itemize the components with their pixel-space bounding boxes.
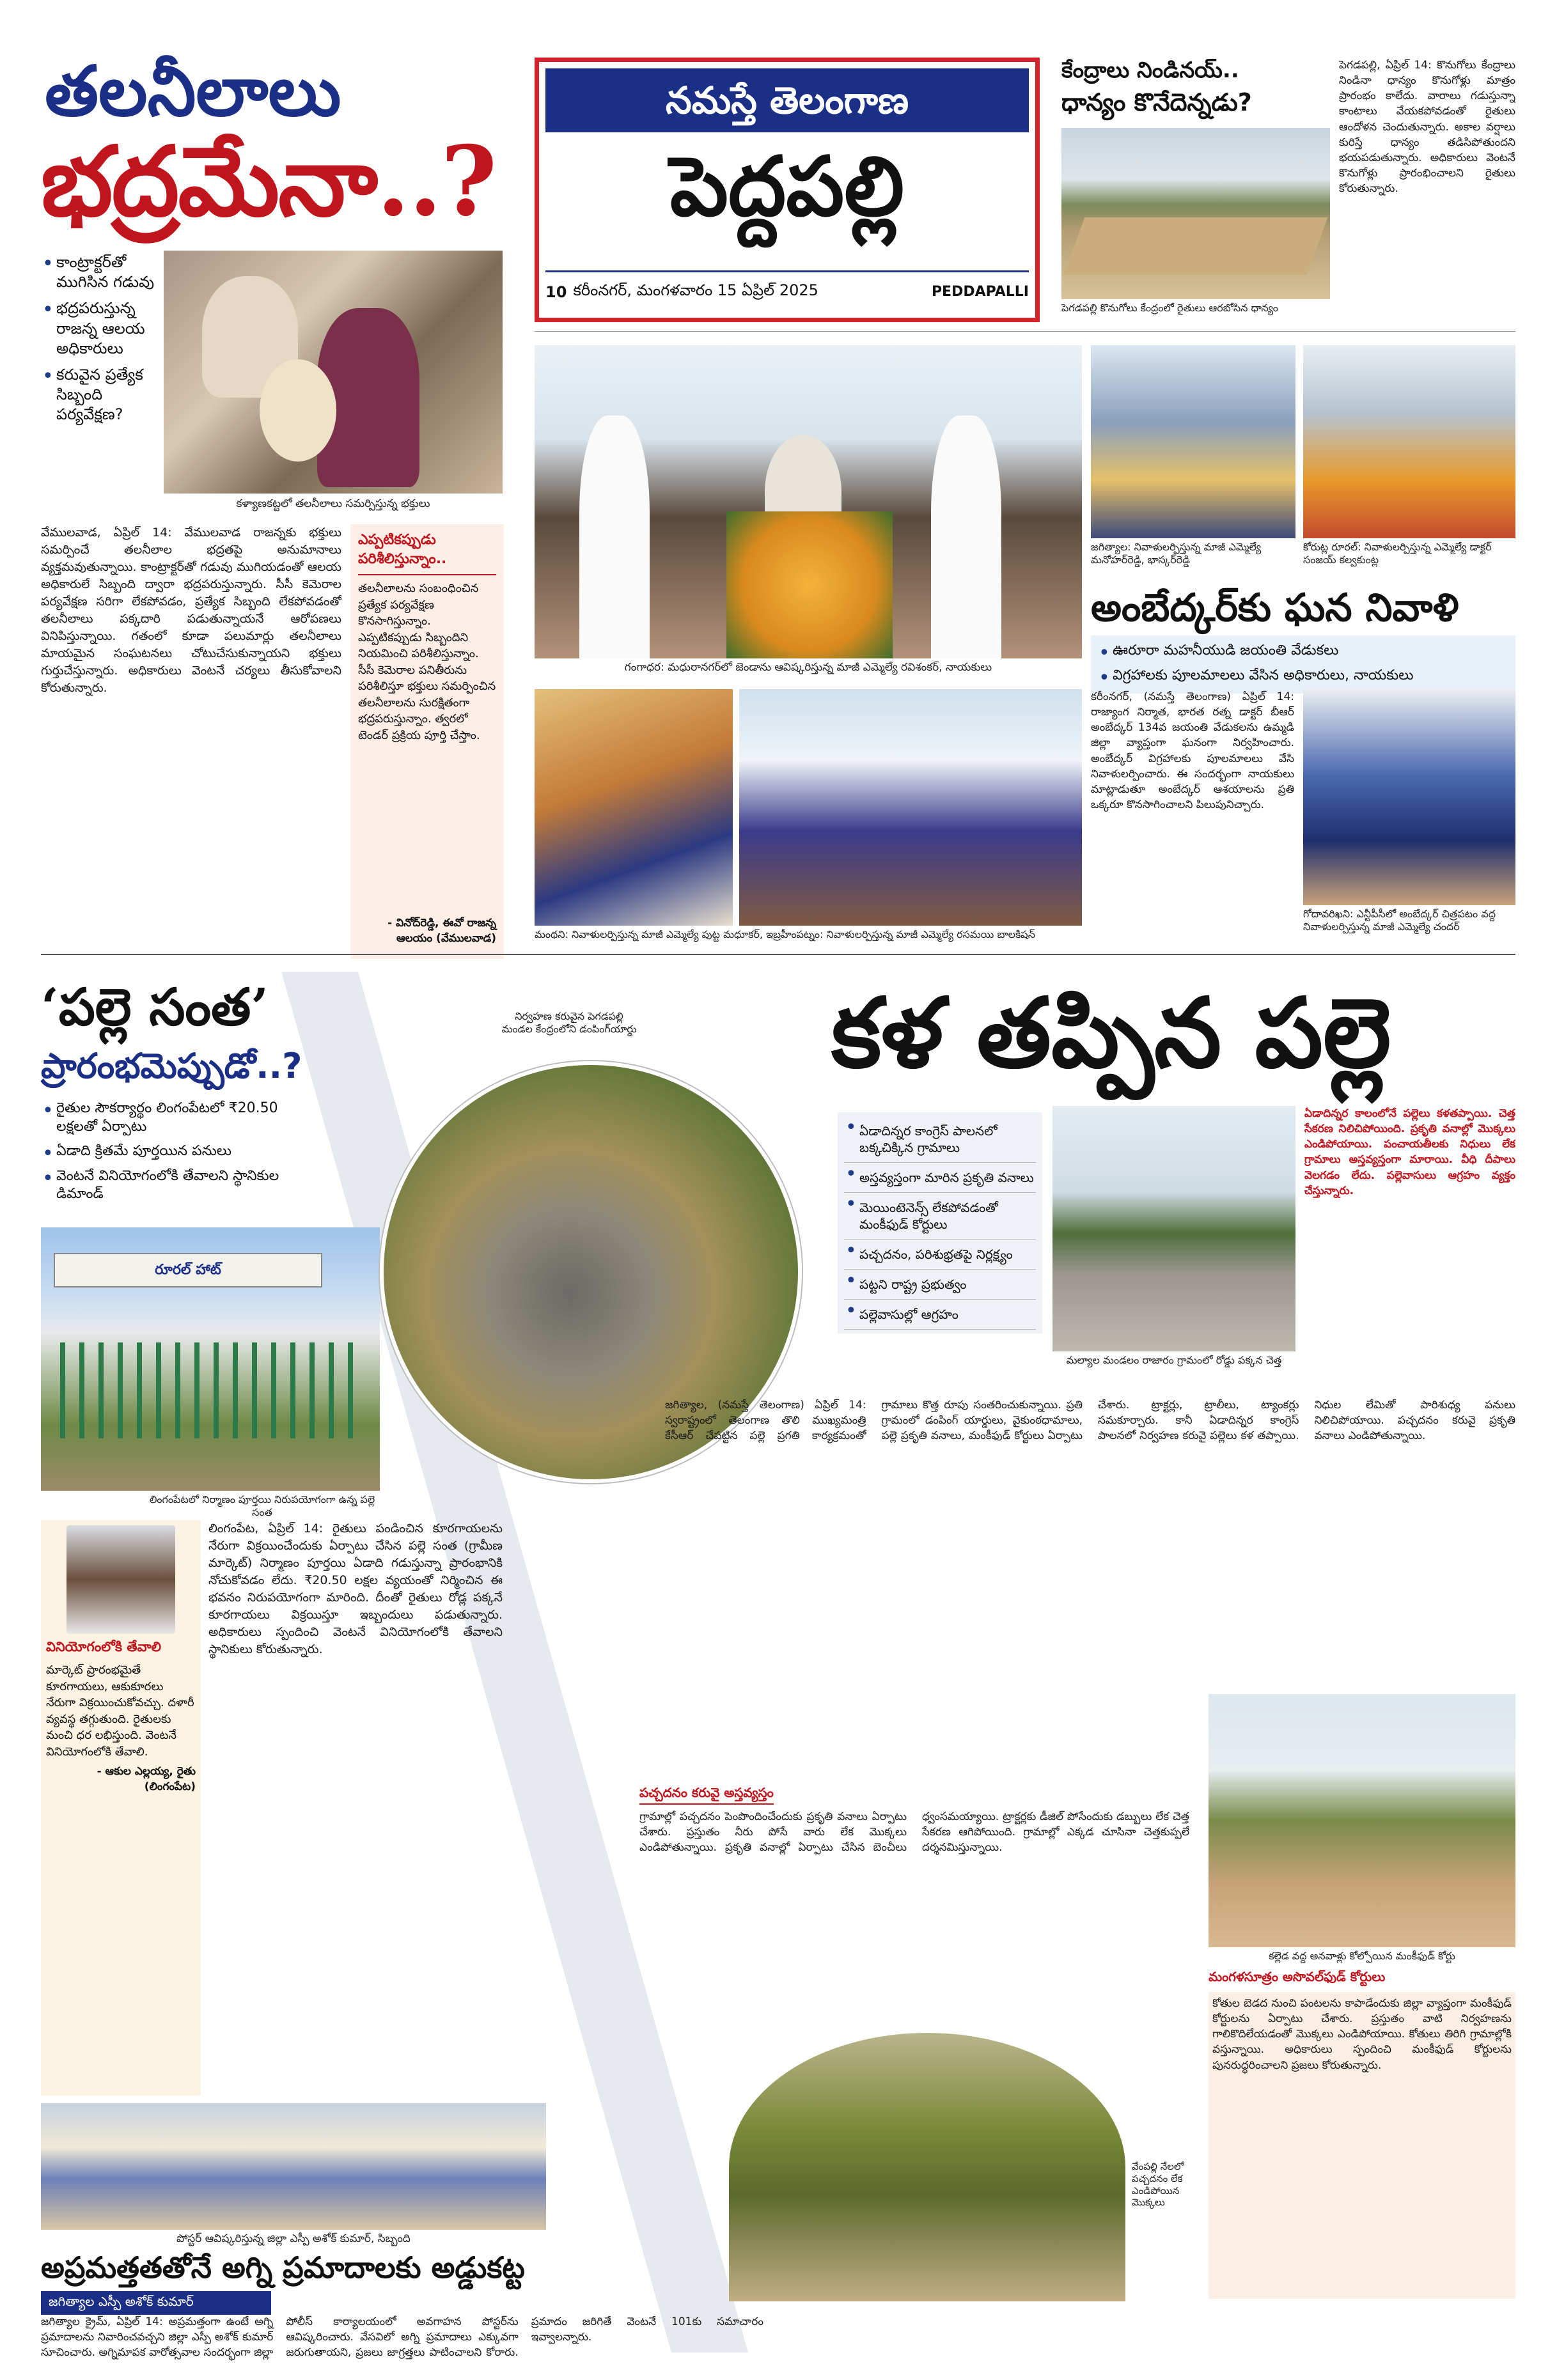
ambedkar-godavarikhani-caption: గోదావరిఖని: ఎన్టీపీసీలో అంబేద్కర్ చిత్రపటం వద్ద నివాళులర్పిస్తున్న మాజీ ఎమ్మెల్యే చందర్ [1303,908,1496,933]
talaneelalu-headline-2: భద్రమేనా..? [41,125,496,238]
sidebar-sign-2: ఆలయం (వేములవాడ) [396,932,496,945]
talaneelalu-sidebar [350,524,504,959]
dry-garden-photo [729,2033,1125,2301]
masthead-box [535,58,1040,322]
subhead-1: పచ్చదనం కరువై అస్తవ్యస్తం [639,1785,774,1805]
ambedkar-godavarikhani-photo [1303,689,1515,905]
kala-tappina-headline: కళ తప్పిన పల్లె [831,977,1391,1089]
ambedkar-main-photo [535,345,1082,658]
page-number: 10 [545,283,567,301]
fire-headline: అప్రమత్తతతోనే అగ్ని ప్రమాదాలకు అడ్డుకట్ట [41,2250,525,2285]
sidebar-heading-2: పరిశీలిస్తున్నాం.. [358,551,496,575]
kendralu-headline-1: కేంద్రాలు నిండినయ్.. [1061,58,1239,83]
masthead-paper-name: నమస్తే తెలంగాణ [545,68,1029,132]
list-item: • ఊరూరా మహనీయుడి జయంతి వేడుకలు [1097,642,1509,660]
ambedkar-korutla-photo [1303,345,1515,538]
ambedkar-main-caption: గంగాధర: మధురానగర్‌లో జెండాను ఆవిష్కరిస్తున్న మాజీ ఎమ్మెల్యే రవిశంకర్, నాయకులు [624,661,992,674]
sidebar-text: తలనీలాలను సంబంధించిన ప్రత్యేక పర్యవేక్షణ కొనసాగిస్తున్నాం. ఎప్పటికప్పుడు సిబ్బందిని నియమించి పరిశీలిస్తున్నాం. సీసీ కెమెరాల పనితీరును పరిశీలిస్తూ భక్తులు సమర్పించిన తలనీలాలను సురక్షితంగా భద్రపరుస్తున్నాం. త్వరలో టెండర్ ప్రక్రియ పూర్తి చేస్తాం. [358,582,496,742]
dry-garden-caption: వేంపల్లి నేలలో పచ్చదనం లేక ఎండిపోయిన మొక్కలు [1132,2161,1184,2209]
ambedkar-korutla-caption: కోరుట్ల రూరల్: నివాళులర్పిస్తున్న ఎమ్మెల్యే డాక్టర్ సంజయ్ కల్వకుంట్ల [1303,541,1492,566]
quote-sign-2: (లింగంపేట) [144,1780,196,1794]
talaneelalu-headline-1: తలనీలాలు [45,51,341,132]
fire-byline: జగిత్యాల ఎస్పీ అశోక్ కుమార్ [41,2291,271,2315]
talaneelalu-caption: కళ్యాణకట్టలో తలనీలాలు సమర్పిస్తున్న భక్తులు [236,497,430,510]
divider [535,331,1515,332]
circle-caption: నిర్వహణ కరువైన పెగడపల్లి మండల కేంద్రంలోని డంపింగ్‌యార్డు [501,1010,637,1035]
list-item: • కరువైన ప్రత్యేక సిబ్బంది పర్యవేక్షణ? [41,365,156,425]
tree-photo [1209,1694,1515,1947]
quote-text: మార్కెట్ ప్రారంభమైతే కూరగాయలు, ఆకుకూరలు నేరుగా విక్రయించుకోవచ్చు. దళారీ వ్యవస్థ తగ్గుతుంది. రైతులకు మంచి ధర లభిస్తుంది. వెంటనే వినియోగంలోకి తేవాలి. [46,1663,194,1759]
palle-santha-caption: లింగంపేటలో నిర్మాణం పూర్తయి నిరుపయోగంగా ఉన్న పల్లె సంత [149,1493,375,1518]
list-item: • కాంట్రాక్టర్‌తో ముగిసిన గడువు [41,253,156,292]
ambedkar-headline: అంబేద్కర్‌కు ఘన నివాళి [1091,586,1459,630]
list-item: • ఏడాదిన్నర కాంగ్రెస్ పాలనలో బక్కచిక్కిన గ్రామాలు [844,1116,1036,1163]
dateline: కరీంనగర్, మంగళవారం 15 ఏప్రిల్ 2025 [573,281,818,299]
sidebar-heading: ఎప్పటికప్పుడు [358,532,436,548]
ambedkar-manthani-caption: మంథని: నివాళులర్పిస్తున్న మాజీ ఎమ్మెల్యే పుట్ట మధూకర్, ఇబ్రహీంపట్నం: నివాళులర్పిస్తున్న మాజీ ఎమ్మెల్యే రసమయి బాలకిషన్ [535,928,1035,940]
masthead-edition: పెద్దపల్లి [669,139,905,235]
road-caption: మల్యాల మండలం రాజారం గ్రామంలో రోడ్డు పక్కన చెత్త [1066,1354,1282,1366]
talaneelalu-body: వేములవాడ, ఏప్రిల్ 14: వేములవాడ రాజన్నకు భక్తులు సమర్పించే తలనీలాల భద్రతపై అనుమానాలు వ్యక్తమవుతున్నాయి. కాంట్రాక్టర్‌తో గడువు ముగియడంతో ఆలయ అధికారులే సిబ్బంది ద్వారా భద్రపరుస్తున్నారు. సీసీ కెమెరాల పర్యవేక్షణ సరిగా లేకపోవడం, ప్రత్యేక సిబ్బంది లేకపోవడంతో తలనీలాలు పక్కదారి పడుతున్నాయనే ఆరోపణలు వినిపిస్తున్నాయి. గతంలో కూడా పలుమార్లు తలనీలాలు మాయమైన సంఘటనలు చోటుచేసుకున్నాయని భక్తులు గుర్తుచేస్తున్నారు. అధికారులు వెంటనే చర్యలు తీసుకోవాలని కోరుతున్నారు. [41,525,341,695]
palle-santha-quote-box [41,1520,201,2096]
list-item: • ఏడాది క్రితమే పూర్తయిన పనులు [41,1142,316,1161]
road-photo [1052,1106,1295,1351]
divider [41,954,1515,955]
ambedkar-body: కరీంనగర్, (నమస్తే తెలంగాణ) ఏప్రిల్ 14: రాజ్యాంగ నిర్మాత, భారత రత్న డాక్టర్ బీఆర్ అంబేద్కర్ 134వ జయంతి వేడుకలను ఉమ్మడి జిల్లా వ్యాప్తంగా ఘనంగా నిర్వహించారు. అంబేద్కర్ విగ్రహాలకు పూలమాలలు వేసి నివాళులర్పించారు. ఈ సందర్భంగా నాయకులు మాట్లాడుతూ అంబేద్కర్ ఆశయాలను ప్రతి ఒక్కరూ కొనసాగించాలని పిలుపునిచ్చారు. [1091,690,1294,811]
palle-santha-headline-2: ప్రారంభమెప్పుడో..? [41,1046,302,1086]
talaneelalu-photo [164,251,503,494]
sidebar-sign: - వినోద్‌రెడ్డి, ఈవో రాజన్న [387,917,496,929]
list-item: • పల్లెవాసుల్లో ఆగ్రహం [844,1300,1036,1330]
fire-photo [41,2103,546,2230]
kala-tappina-bullets [838,1112,1042,1334]
ambedkar-manthani-photo-2 [739,689,1082,926]
tree-caption: కల్లెడ వద్ద అనవాళ్లు కోల్పోయిన మంకీఫుడ్ కోర్టు [1269,1950,1455,1962]
monkey-body: కోతుల బెడద నుంచి పంటలను కాపాడేందుకు జిల్లా వ్యాప్తంగా మంకీఫుడ్ కోర్టులను ఏర్పాటు చేశారు. ప్రస్తుతం వాటి నిర్వహణను గాలికొదిలేయడంతో మొక్కలు ఎండిపోయాయి. కోతులు తిరిగి గ్రామాల్లోకి వస్తున్నాయి. అధికారులు స్పందించి మంకీఫుడ్ కోర్టులను పునరుద్ధరించాలని ప్రజలు కోరుతున్నారు. [1209,1992,1515,2299]
list-item: • పట్టని రాష్ట్ర ప్రభుత్వం [844,1270,1036,1300]
list-item: • రైతుల సౌకర్యార్థం లింగంపేటలో ₹20.50 లక్షలతో ఏర్పాటు [41,1100,316,1136]
kala-tappina-body: జగిత్యాల, (నమస్తే తెలంగాణ) ఏప్రిల్ 14: స్వరాష్ట్రంలో తెలంగాణ తొలి ముఖ్యమంత్రి కేసీఆర్ చేపట్టిన పల్లె ప్రగతి కార్యక్రమంతో గ్రామాలు కొత్త రూపు సంతరించుకున్నాయి. ప్రతి గ్రామంలో డంపింగ్ యార్డులు, వైకుంఠధామాలు, పల్లె ప్రకృతి వనాలు, మంకీఫుడ్ కోర్టులు ఏర్పాటు చేశారు. ట్రాక్టర్లు, ట్రాలీలు, ట్యాంకర్లు సమకూర్చారు. కానీ ఏడాదిన్నర కాంగ్రెస్ పాలనలో నిర్వహణ కరువై పల్లెలు కళ తప్పాయి. నిధుల లేమితో పారిశుధ్య పనులు నిలిచిపోయాయి. పచ్చదనం కరువై ప్రకృతి వనాలు ఎండిపోతున్నాయి. [665,1399,1515,1443]
palle-santha-body: లింగంపేట, ఏప్రిల్ 14: రైతులు పండించిన కూరగాయలను నేరుగా విక్రయించేందుకు ఏర్పాటు చేసిన పల్లె సంత (గ్రామీణ మార్కెట్) నిర్మాణం పూర్తయి ఏడాది గడుస్తున్నా ప్రారంభానికి నోచుకోవడం లేదు. ₹20.50 లక్షల వ్యయంతో నిర్మించిన ఈ భవనం నిరుపయోగంగా మారింది. దీంతో రైతులు రోడ్ల పక్కనే కూరగాయలు విక్రయిస్తూ ఇబ్బందులు పడుతున్నారు. అధికారులు స్పందించి వెంటనే వినియోగంలోకి తేవాలని స్థానికులు కోరుతున్నారు. [208,1521,503,1656]
rural-haat-sign: రూరల్ హాట్ [54,1253,322,1287]
ambedkar-manthani-photo-1 [535,689,733,926]
kendralu-caption: పెగడపల్లి కొనుగోలు కేంద్రంలో రైతులు ఆరబోసిన ధాన్యం [1061,302,1278,314]
palle-santha-headline-1: ‘పల్లె సంత’ [41,977,269,1037]
list-item: • భద్రపరుస్తున్న రాజన్న ఆలయ అధికారులు [41,299,156,359]
edition-en: PEDDAPALLI [931,284,1029,300]
list-item: • విగ్రహాలకు పూలమాలలు వేసిన అధికారులు, నాయకులు [1097,667,1509,685]
talaneelalu-bullets [41,253,156,432]
list-item: • అస్తవ్యస్తంగా మారిన ప్రకృతి వనాలు [844,1163,1036,1193]
quote-heading: వినియోగంలోకి తేవాలి [46,1639,162,1654]
fire-body: జగిత్యాల క్రైమ్, ఏప్రిల్ 14: అప్రమత్తంగా ఉంటే అగ్ని ప్రమాదాలను నివారించవచ్చని జిల్లా ఎస్పీ అశోక్ కుమార్ సూచించారు. అగ్నిమాపక వారోత్సవాల సందర్భంగా జిల్లా పోలీస్ కార్యాలయంలో అవగాహన పోస్టర్‌ను ఆవిష్కరించారు. వేసవిలో అగ్ని ప్రమాదాలు ఎక్కువగా జరుగుతాయని, ప్రజలు జాగ్రత్తలు పాటించాలని కోరారు. ప్రమాదం జరిగితే వెంటనే 101కు సమాచారం ఇవ్వాలన్నారు. [41,2315,763,2360]
list-item: • మెయింటెనెన్స్ లేకపోవడంతో మంకీఫుడ్ కోర్టులు [844,1193,1036,1240]
kendralu-headline-2: ధాన్యం కొనేదెన్నడు? [1061,88,1252,116]
ambedkar-jagtial-photo [1091,345,1295,538]
list-item: • పచ్చదనం, పరిశుభ్రతపై నిర్లక్ష్యం [844,1240,1036,1270]
kala-tappina-side: ఏడాదిన్నర కాలంలోనే పల్లెలు కళతప్పాయి. చెత్త సేకరణ నిలిచిపోయింది. ప్రకృతి వనాల్లో మొక్కలు ఎండిపోయాయి. పంచాయతీలకు నిధులు లేక గ్రామాలు అస్తవ్యస్తంగా మారాయి. వీధి దీపాలు వెలగడం లేదు. పల్లెవాసులు ఆగ్రహం వ్యక్తం చేస్తున్నారు. [1304,1107,1515,1197]
kendralu-body: పెగడపల్లి, ఏప్రిల్ 14: కొనుగోలు కేంద్రాలు నిండినా ధాన్యం కొనుగోళ్లు మాత్రం ప్రారంభం కాలేదు. వారాలు గడుస్తున్నా కాంటాలు వేయకపోవడంతో రైతులు ఆందోళన చెందుతున్నారు. అకాల వర్షాలు కురిస్తే ధాన్యం తడిసిపోతుందని భయపడుతున్నారు. అధికారులు వెంటనే కొనుగోళ్లు ప్రారంభించాలని రైతులు కోరుతున్నారు. [1339,59,1515,195]
kendralu-photo [1061,128,1330,299]
ambedkar-jagtial-caption: జగిత్యాల: నివాళులర్పిస్తున్న మాజీ ఎమ్మెల్యే మనోహర్‌రెడ్డి, భాస్కర్‌రెడ్డి [1091,541,1262,566]
quote-sign: - ఆకుల ఎల్లయ్య, రైతు [97,1765,196,1778]
ambedkar-bullets [1091,635,1515,694]
kala-tappina-col3: గ్రామాల్లో పచ్చదనం పెంపొందించేందుకు ప్రకృతి వనాలు ఏర్పాటు చేశారు. ప్రస్తుతం నీరు పోసే వారు లేక మొక్కలు ఎండిపోతున్నాయి. ప్రకృతి వనాల్లో ఏర్పాటు చేసిన బెంచీలు ధ్వంసమయ్యాయి. ట్రాక్టర్లకు డీజిల్ పోసేందుకు డబ్బులు లేక చెత్త సేకరణ ఆగిపోయింది. గ్రామాల్లో ఎక్కడ చూసినా చెత్తకుప్పలే దర్శనమిస్తున్నాయి. [639,1810,1189,1855]
list-item: • వెంటనే వినియోగంలోకి తేవాలని స్థానికుల డిమాండ్ [41,1167,316,1204]
fire-caption: పోస్టర్ ఆవిష్కరిస్తున్న జిల్లా ఎస్పీ అశోక్ కుమార్, సిబ్బంది [176,2232,411,2245]
quote-avatar [67,1525,175,1634]
subhead-2: మంగళసూత్రం అసొవల్‌ఫుడ్ కోర్టులు [1209,1969,1386,1984]
palle-santha-photo [41,1227,380,1491]
palle-santha-bullets [41,1100,316,1210]
